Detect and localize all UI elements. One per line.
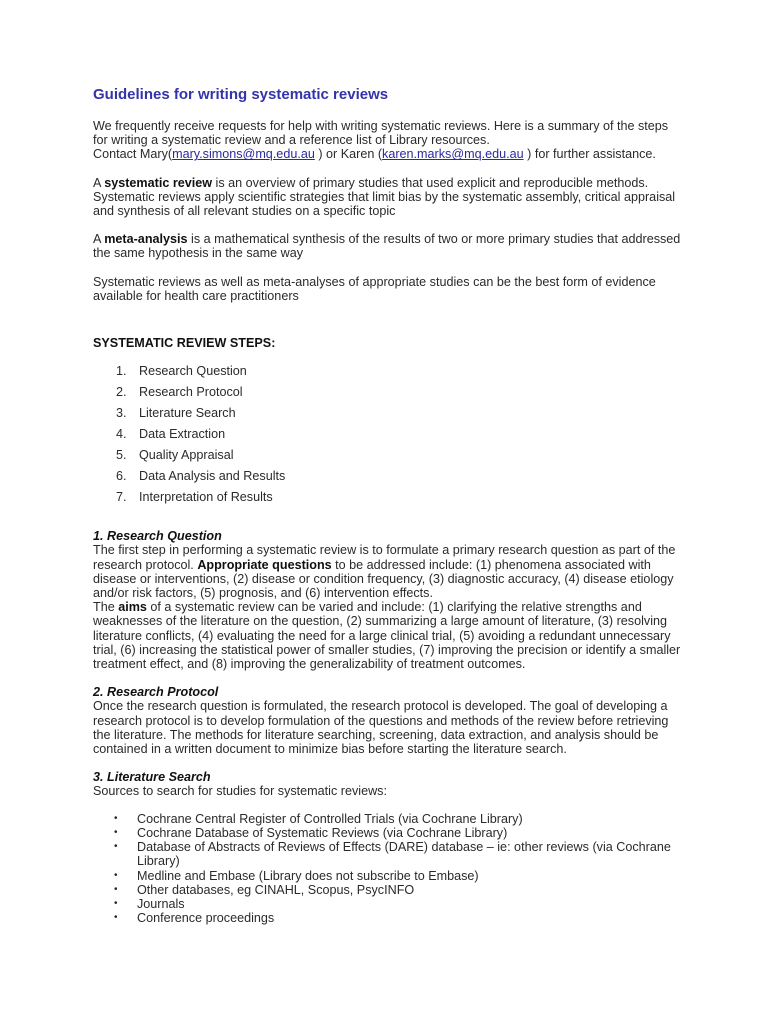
source-item [93,911,683,925]
intro-text: We frequently receive requests for help with writing systematic reviews. Here is a summary of the steps for writing a systematic review and a reference list of Library resources. [93,119,669,148]
step-label: Quality Appraisal [139,448,234,463]
def-prefix: A [93,175,105,190]
step-item [93,490,683,511]
contact-suffix: ) for further assistance. [523,147,656,162]
bullet-icon: • [114,869,118,881]
bullet-icon: • [114,883,118,895]
def-rest: is a mathematical synthesis of the results of two or more primary studies that addressed the same hypothesis in the same way [93,232,681,261]
bold-term: Appropriate questions [197,557,332,572]
bullet-icon: • [114,812,118,824]
text: to be addressed include: (1) phenomena associated with disease or interventions, (2) disease or condition frequency, (3) diagnostic accuracy, (4) disease etiology and/or risk factors, (5) prognosis, and (6) intervention effects. [93,557,674,601]
source-label: Cochrane Central Register of Controlled Trials (via Cochrane Library) [137,811,523,826]
step-label: Interpretation of Results [139,490,273,505]
step-item [93,364,683,385]
bold-term: aims [118,600,147,615]
section-heading: 2. Research Protocol [93,685,219,700]
step-number: 1. [116,364,127,379]
evidence-note: Systematic reviews as well as meta-analyses of appropriate studies can be the best form of evidence available for health care practitioners [93,274,656,303]
step-number: 7. [116,490,127,505]
document-page [93,86,683,925]
email-link-mary[interactable]: mary.simons@mq.edu.au [172,147,315,162]
source-label: Conference proceedings [137,911,275,926]
source-item [93,812,683,826]
intro-paragraph [93,119,683,162]
step-label: Research Question [139,364,247,379]
source-label: Cochrane Database of Systematic Reviews (via Cochrane Library) [137,825,508,840]
systematic-review-definition [93,176,683,219]
source-item [93,869,683,883]
steps-list [93,364,683,511]
step-number: 2. [116,385,127,400]
contact-prefix: Contact Mary( [93,147,173,162]
step-item [93,469,683,490]
section-intro: Sources to search for studies for systematic reviews: [93,784,387,799]
step-number: 5. [116,448,127,463]
contact-line [93,147,683,161]
step-item [93,448,683,469]
def-rest: is an overview of primary studies that used explicit and reproducible methods. Systematic reviews apply scientific strategies that limit bias by the systematic assembly, critical appraisal and synthesis of all relevant studies on a specific topic [93,175,676,219]
source-item [93,826,683,840]
source-label: Other databases, eg CINAHL, Scopus, PsycINFO [137,882,415,897]
bullet-icon: • [114,912,118,924]
step-item [93,406,683,427]
source-item [93,883,683,897]
email-link-karen[interactable]: karen.marks@mq.edu.au [382,147,524,162]
step-number: 3. [116,406,127,421]
source-label: Database of Abstracts of Reviews of Effects (DARE) database – ie: other reviews (via Cochrane Library) [137,840,671,869]
section-heading: 1. Research Question [93,529,222,544]
text: The [93,600,119,615]
section-literature-search [93,770,683,925]
sources-list [93,812,683,926]
bullet-icon: • [114,841,118,853]
step-item [93,385,683,406]
def-term: meta-analysis [104,232,188,247]
section-paragraph [93,600,683,671]
section-paragraph: Once the research question is formulated, the research protocol is developed. The goal of developing a research protocol is to develop formulation of the questions and methods of the review before retrieving the literature. The methods for literature searching, screening, data extraction, and analysis should be contained in a written document to minimize bias before starting the literature search. [93,699,669,757]
bullet-icon: • [114,897,118,909]
step-number: 6. [116,469,127,484]
def-prefix: A [93,232,105,247]
section-heading: 3. Literature Search [93,770,211,785]
section-research-question [93,529,683,671]
source-item [93,897,683,911]
source-label: Medline and Embase (Library does not subscribe to Embase) [137,868,479,883]
def-term: systematic review [104,175,213,190]
step-label: Data Extraction [139,427,226,442]
text: The first step in performing a systematic review is to formulate a primary research question as part of the research protocol. [93,543,676,572]
step-label: Literature Search [139,406,236,421]
text: of a systematic review can be varied and include: (1) clarifying the relative strengths and weaknesses of the literature on the question, (2) summarizing a large amount of literature, (3) resolving literature conflicts, (4) evaluating the need for a large clinical trial, (5) avoiding a redundant unnecessary trial, (6) increasing the statistical power of smaller studies, (7) improving the precision or identify a smaller treatment effect, and (8) improving the generalizability of treatment outcomes. [93,600,681,672]
step-label: Data Analysis and Results [139,469,286,484]
step-label: Research Protocol [139,385,243,400]
source-label: Journals [137,896,185,911]
step-number: 4. [116,427,127,442]
step-item [93,427,683,448]
document-title: Guidelines for writing systematic reviews [93,86,389,103]
bullet-icon: • [114,826,118,838]
source-item [93,840,683,868]
section-paragraph [93,543,683,600]
contact-mid: ) or Karen ( [314,147,383,162]
steps-heading: SYSTEMATIC REVIEW STEPS: [93,336,276,351]
section-research-protocol [93,685,683,756]
meta-analysis-definition [93,232,683,260]
